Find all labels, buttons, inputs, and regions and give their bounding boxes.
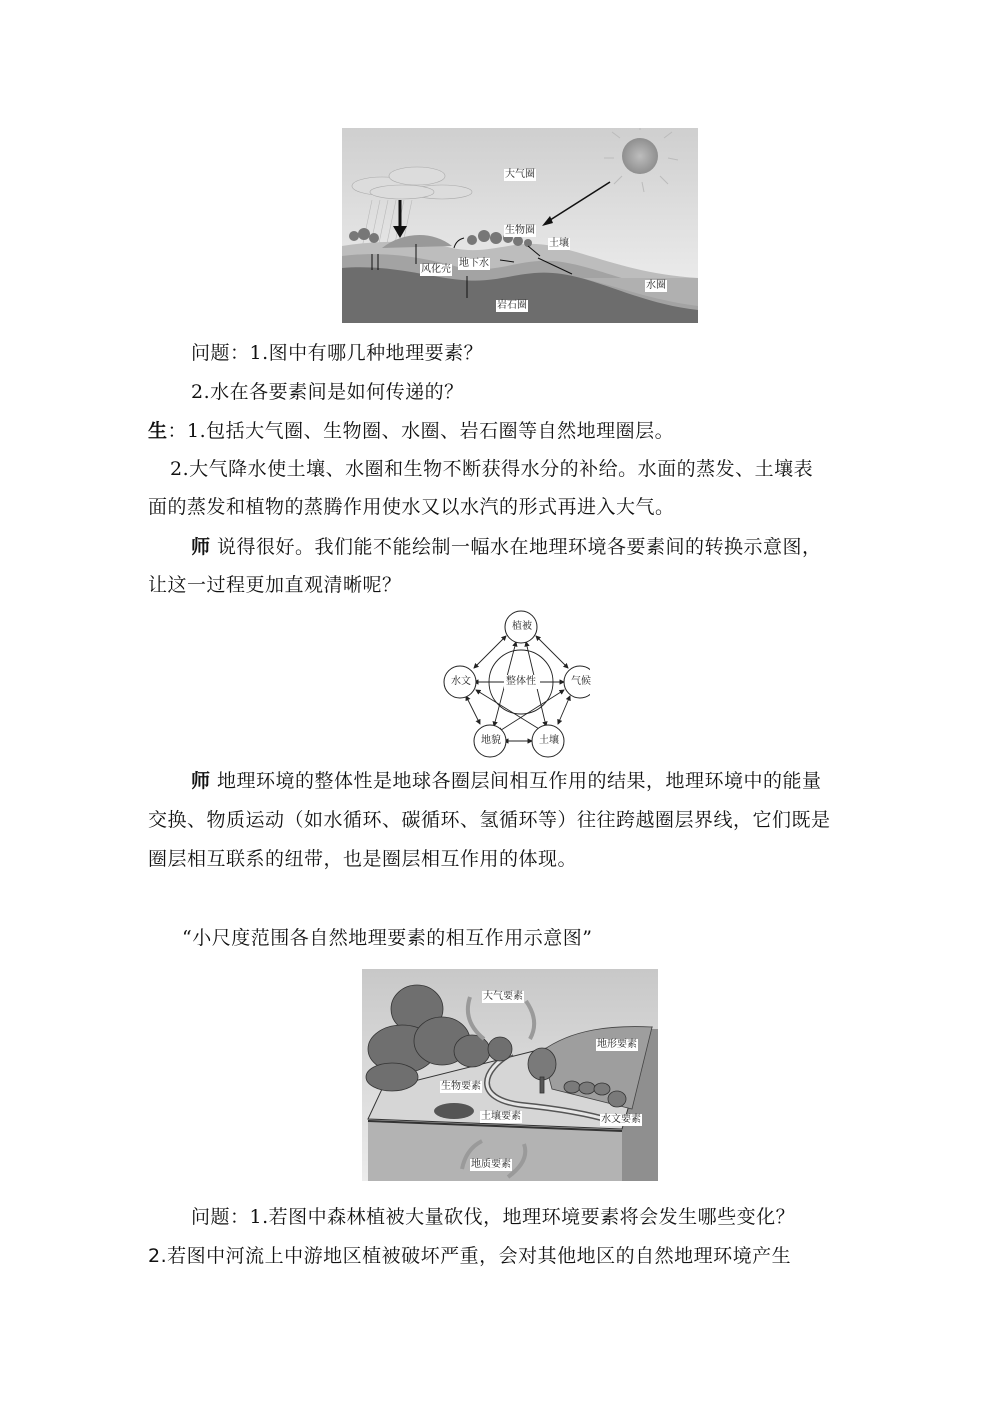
integrity-pentagon-diagram xyxy=(440,608,590,758)
speaker-student: 生 xyxy=(148,420,168,442)
label-atmosphere-element: 大气要素 xyxy=(483,991,523,1002)
label-biosphere: 生物圈 xyxy=(505,225,535,236)
speaker-teacher: 师 xyxy=(191,770,211,792)
center-label-integrity: 整体性 xyxy=(506,676,536,687)
question-2: 2.水在各要素间是如何传递的？ xyxy=(191,381,464,403)
label-biology-element: 生物要素 xyxy=(441,1081,481,1092)
teacher-remark-2-line-3: 圈层相互联系的纽带，也是圈层相互作用的体现。 xyxy=(148,848,578,870)
label-weathering-crust: 风化壳 xyxy=(421,264,451,275)
teacher-text: 地理环境的整体性是地球各圈层间相互作用的结果，地理环境中的能量 xyxy=(210,770,822,792)
question-1: 问题：1.图中有哪几种地理要素？ xyxy=(191,342,484,364)
speaker-teacher: 师 xyxy=(191,536,211,558)
label-groundwater: 地下水 xyxy=(459,258,489,269)
question-2-1: 问题：1.若图中森林植被大量砍伐，地理环境要素将会发生哪些变化？ xyxy=(191,1206,796,1228)
small-scale-interaction-figure xyxy=(362,969,658,1181)
label-hydrology-element: 水文要素 xyxy=(601,1114,641,1125)
node-label-vegetation: 植被 xyxy=(512,621,532,632)
label-soil-element: 土壤要素 xyxy=(481,1111,521,1122)
node-label-soil: 土壤 xyxy=(539,735,559,746)
teacher-remark-2-line-1 xyxy=(191,768,822,794)
question-2-2: 2.若图中河流上中游地区植被破坏严重，会对其他地区的自然地理环境产生 xyxy=(148,1245,792,1267)
node-label-climate: 气候 xyxy=(571,676,591,687)
node-label-landform: 地貌 xyxy=(481,735,501,746)
earth-spheres-figure xyxy=(342,128,698,323)
label-lithosphere: 岩石圈 xyxy=(497,300,527,311)
label-landform-element: 地形要素 xyxy=(597,1039,637,1050)
student-answer-line-1 xyxy=(148,418,674,444)
teacher-remark-1-line-1 xyxy=(191,534,822,560)
teacher-remark-1-line-2: 让这一过程更加直观清晰呢？ xyxy=(148,574,402,596)
label-hydrosphere: 水圈 xyxy=(646,280,666,291)
student-answer-line-3: 面的蒸发和植物的蒸腾作用使水又以水汽的形式再进入大气。 xyxy=(148,496,675,518)
label-atmosphere: 大气圈 xyxy=(505,169,535,180)
figure-3-title: “小尺度范围各自然地理要素的相互作用示意图” xyxy=(182,927,593,949)
teacher-remark-2-line-2: 交换、物质运动（如水循环、碳循环、氢循环等）往往跨越圈层界线，它们既是 xyxy=(148,809,831,831)
student-answer-line-2: 2.大气降水使土壤、水圈和生物不断获得水分的补给。水面的蒸发、土壤表 xyxy=(170,458,814,480)
label-geology-element: 地质要素 xyxy=(471,1159,511,1170)
node-label-hydrology: 水文 xyxy=(451,676,471,687)
label-soil: 土壤 xyxy=(549,238,569,249)
teacher-text: 说得很好。我们能不能绘制一幅水在地理环境各要素间的转换示意图， xyxy=(210,536,822,558)
answer-text-1: ：1.包括大气圈、生物圈、水圈、岩石圈等自然地理圈层。 xyxy=(167,420,675,442)
